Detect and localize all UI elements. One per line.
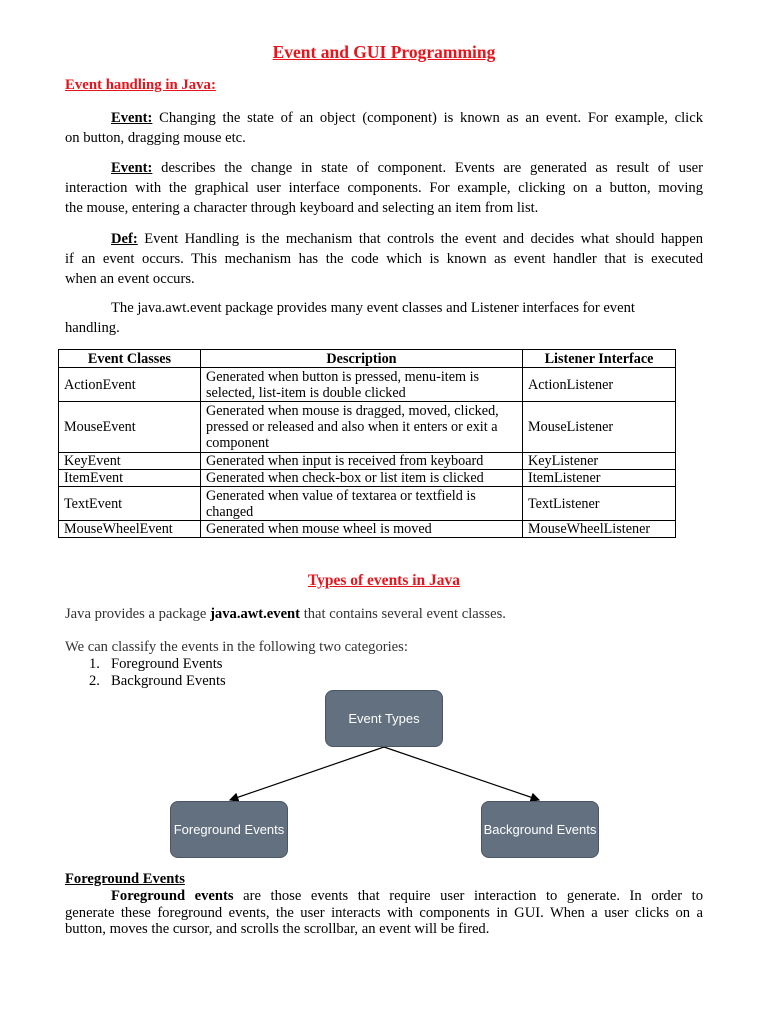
text-line: generate these foreground events, the user interacts with components in GUI. When a user clicks on a [65, 904, 703, 921]
table-cell: MouseEvent [59, 402, 201, 453]
column-header: Description [201, 350, 523, 368]
text-line: Changing the state of an object (component) is known as an event. For example, click [152, 110, 703, 126]
table-cell: ActionEvent [59, 368, 201, 402]
table-cell: Generated when value of textarea or textfield is changed [201, 487, 523, 521]
paragraph-classify: We can classify the events in the following two categories: [65, 639, 408, 655]
list-item: 1. Foreground Events [89, 656, 223, 672]
column-header: Event Classes [59, 350, 201, 368]
text-line: are those events that require user interaction to generate. In order to [233, 888, 703, 904]
table-row [59, 368, 676, 402]
table-row [59, 470, 676, 487]
table-cell: MouseWheelListener [523, 521, 676, 538]
paragraph-foreground-events [65, 888, 703, 938]
table-cell: TextListener [523, 487, 676, 521]
table-cell: Generated when button is pressed, menu-item is selected, list-item is double clicked [201, 368, 523, 402]
table-cell: Generated when mouse wheel is moved [201, 521, 523, 538]
term-event: Event: [111, 110, 153, 126]
paragraph-event-definition [65, 108, 703, 148]
text-line: the mouse, entering a character through keyboard and selecting an item from list. [65, 200, 539, 216]
node-foreground-events: Foreground Events [170, 801, 288, 858]
term-event: Event: [111, 160, 153, 176]
event-classes-table [58, 349, 676, 538]
term-foreground-events: Foreground events [111, 888, 234, 904]
list-item: 2. Background Events [89, 673, 226, 689]
table-cell: Generated when check-box or list item is clicked [201, 470, 523, 487]
table-cell: ActionListener [523, 368, 676, 402]
table-cell: Generated when input is received from keyboard [201, 453, 523, 470]
text-line: on button, dragging mouse etc. [65, 130, 246, 146]
term-def: Def: [111, 231, 138, 247]
node-background-events: Background Events [481, 801, 599, 858]
table-cell: MouseWheelEvent [59, 521, 201, 538]
table-header-row [59, 350, 676, 368]
text-line: if an event occurs. This mechanism has the code which is known as event handler that is executed [65, 251, 703, 267]
section-heading-foreground-events: Foreground Events [65, 871, 185, 887]
table-cell: ItemEvent [59, 470, 201, 487]
table-row [59, 453, 676, 470]
text-line: button, moves the cursor, and scrolls the scrollbar, an event will be fired. [65, 921, 490, 937]
table-cell: Generated when mouse is dragged, moved, clicked, pressed or released and also when it enters or exit a component [201, 402, 523, 453]
page-title: Event and GUI Programming [272, 42, 496, 62]
paragraph-def [65, 229, 703, 289]
table-cell: KeyEvent [59, 453, 201, 470]
text-line: when an event occurs. [65, 271, 195, 287]
text-line: Java provides a package [65, 606, 211, 622]
paragraph-package [65, 298, 703, 338]
section-heading-types-of-events: Types of events in Java [307, 572, 461, 589]
event-types-diagram [0, 680, 768, 865]
table-row [59, 402, 676, 453]
text-line: handling. [65, 320, 120, 336]
text-line: Event Handling is the mechanism that controls the event and decides what should happen [137, 231, 703, 247]
package-name: java.awt.event [210, 606, 301, 622]
table-cell: TextEvent [59, 487, 201, 521]
table-cell: KeyListener [523, 453, 676, 470]
paragraph-event-description [65, 158, 703, 218]
arrow-to-background [384, 747, 539, 800]
table-row [59, 487, 676, 521]
table-cell: ItemListener [523, 470, 676, 487]
node-event-types: Event Types [325, 690, 443, 747]
paragraph-package-intro [65, 606, 506, 623]
text-line: that contains several event classes. [300, 606, 506, 622]
table-cell: MouseListener [523, 402, 676, 453]
text-line: interaction with the graphical user interface components. For example, clicking on a button, moving [65, 180, 703, 196]
arrow-to-foreground [230, 747, 384, 800]
text-line: describes the change in state of component. Events are generated as result of user [152, 160, 703, 176]
table-row [59, 521, 676, 538]
text-line: The java.awt.event package provides many event classes and Listener interfaces for event [111, 300, 635, 316]
section-heading-event-handling: Event handling in Java: [65, 77, 216, 93]
column-header: Listener Interface [523, 350, 676, 368]
